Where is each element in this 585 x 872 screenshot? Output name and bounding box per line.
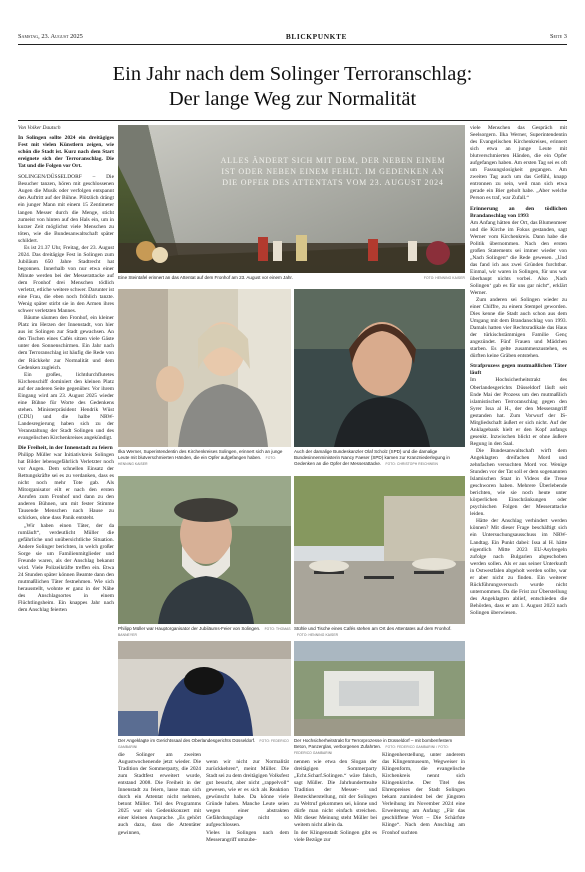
caption-text: Der Hochsicherheitstrakt für Terrorprozesse in Düsseldorf – mit bombenfestem Beton, Panzerglas, verborgenen Zufahrten.: [294, 738, 453, 749]
photo-credit: FOTO: FEDERICO GAMBARINI / FOTO: FEDERICO GAMBARINI: [294, 745, 449, 755]
byline: Von Volker Dautsch: [18, 125, 61, 131]
body-paragraph: „Wir haben einen Täter, der da rumläuft“, verdeutlicht Müller die gefährliche und unübersichtliche Situation. Andere Solinger berichten, in welch großer Sorge sie um Familienmitglieder und Freunde waren, als der Anschlag bekannt wird. Viele Polizeikräfte treffen ein. Etwa 24 Stunden später können Beamte dann den mutmaßlichen Täter festnehmen. Wie sich herausstellt, wohnte er ganz in der Nähe des Anschlagsortes in einem Flüchtlingsheim. Ein knappes Jahr nach dem Anschlag feierten: [18, 522, 114, 614]
photo-caption: [118, 626, 291, 638]
portrait-illustration: [118, 476, 291, 624]
body-paragraph: Philipp Müller war Initiativkreis Solingen hat Bilder lebensgefährlich Verletzter noch vor Augen. Dem schnellen Einsatz der Rettungskräfte sei es zu verdanken, dass es nicht noch mehr Tote gab. Als Mitorganisator eilt er nach den ersten Anrufen zum Fronhof und dann zu den anderen Bühnen, um mit fester Stimme Tausende Menschen nach Hause zu schicken, ohne dass Panik entsteht.: [18, 452, 114, 522]
subheading: Strafprozess gegen mutmaßlichen Täter läuft: [470, 363, 567, 377]
issue-date: Samstag, 23. August 2025: [18, 32, 83, 40]
body-paragraph: Die Bundesanwaltschaft wirft dem Angeklagten dreifachen Mord und zehnfachen versuchten Mord vor. Wenige Stunden vor der Tat soll er dem sogenannten Islamischen Staat in Videos die Treue geschworen haben. Mehrere Überlebende berichten, wie sie noch heute unter körperlichen Einschränkungen oder psychischen Folgen der Messerattacke leiden.: [470, 447, 567, 518]
body-paragraph: Hätte der Anschlag verhindert werden können? Mit dieser Frage beschäftigt sich ein Untersuchungsausschuss im NRW-Landtag. Ein Punkt dabei: Issa al H. hätte eigentlich Mitte 2023 EU-Asylregeln zufolge nach Bulgarien abgeschoben werden sollen. Als er aus seiner Unterkunft in Ostwestfalen abgeholt werden sollte, war er aber nicht zu finden. Ein weiterer Rückführungsversuch wurde nicht unternommen. Da die Frist zur Überstellung des Angeklagten ablief, entschieden die Behörden, dass er am 1. August 2023 nach Solingen überwiesen.: [470, 518, 567, 616]
headline: [18, 62, 567, 112]
photo-caption: [118, 449, 291, 467]
square-illustration: [294, 476, 465, 624]
photo-credit: FOTO: THOMAS BANNEYER: [118, 627, 291, 637]
article-column-3: [206, 752, 289, 844]
body-paragraph: wenn wir nicht zur Normalität zurückkehren“, meint Müller. Die Stadt sei zu dem dreitägigen Volksfest gut besucht, aber nicht „rappelvoll“ gewesen, wie er es sich als Reaktion gewünscht habe. Da könne viele Gründe haben. Manche Leute seien wegen einer abstrakten Gefährdungslage nicht so aufgeschlossen. Vieles in Solingen nach dem Messerangriff umzube-: [206, 759, 289, 843]
philipp-mueller-photo: [118, 476, 291, 624]
photo-credit: FOTO: HENNING KAISER: [423, 276, 465, 280]
body-paragraph: Es ist 21.37 Uhr, Freitag, der 23. August 2024. Das dreitägige Fest in Solingen zum Jubiläum 650 Jahre Stadtrecht hat begonnen. Innerhalb von nur etwa einer Minute werden bei der Messerattacke auf dem Fronhof drei Menschen tödlich verletzt, etliche weitere schwer. Darunter ist eine Frau, die eben noch fröhlich tanzte. Wenig später stirbt sie in den Armen ihres schwer verletzten Mannes.: [18, 244, 114, 315]
headline-line-1: Ein Jahr nach dem Solinger Terroranschlag:: [112, 63, 473, 85]
memorial-plaque-illustration: [118, 125, 465, 273]
body-paragraph: die Solinger am zweiten Augustwochenende jetzt wieder. Die Tradition der Sommerparty, die 2024 zum Stadtfest erweitert wurde, entstand 2008. Die Freiheit in der Innenstadt zu feiern, lasse man sich durch ein Attentat nicht nehmen, betont Müller. Teil des Programms 2025 war ein Gedenkkonzert mit einer kleinen Ansprache. „Es gehört auch dazu, dass die Attentäter gewinnen,: [118, 752, 201, 836]
fronhof-square-photo: [294, 476, 465, 624]
article-column-4: [294, 752, 377, 844]
headline-rule: [18, 120, 567, 121]
article-column-5: [470, 125, 567, 840]
photo-credit: FOTO: HENNING KAISER: [118, 456, 277, 466]
aerial-illustration: [294, 641, 465, 736]
caption-text: Eine Steintafel erinnert an das Attentat auf dem Fronhof am 23. August vor einem Jahr.: [118, 275, 293, 280]
subheading: Die Freiheit, in der Innenstadt zu feiern: [18, 445, 113, 452]
court-illustration: [118, 641, 291, 736]
body-paragraph: Zum anderen sei Solingen wieder zu einer Chiffre, zu einem Stempel geworden. Dies kenne die Stadt auch schon aus dem Umgang mit dem Brandanschlag von 1993. Damals hatten vier Rechtsradikale das Haus der türkischstämmigen Familie Genç angezündet. Fünf Frauen und Mädchen starben. Es gelte zusammenzustehen, es dürften keine Gräben entstehen.: [470, 297, 567, 360]
subheading: Erinnerung an den tödlichen Brandanschlag von 1993: [470, 205, 567, 219]
body-paragraph: viele Menschen das Gespräch mit Seelsorgern. Ilka Werner, Superintendentin des Evangelischen Kirchenkreises, erinnert sich etwa an junge Leute mit blutverschmierten Händen, die ein Opfer aufgefangen haben. Am ersten Tag sei es oft um Fassungslosigkeit gegangen. Am zweiten Tag auch um das Gefühl, knapp entronnen zu sein, weil man sich etwa gerade ein Bier geholt habe. „Aber welche Person es traf, war Zufall.“: [470, 125, 567, 202]
body-paragraph: Ein großes, lichtdurchflutetes Kirchenschiff dominiert den kleinen Platz auf der anderen Seite gegenüber. Vor ihrem Eingang wird am 23. August 2025 wieder eine Bühne für Worte des Gedenkens stehen. Ministerpräsident Hendrik Wüst (CDU) und die halbe NRW-Landesregierung haben sich zu der Veranstaltung der Stadt Solingen und des evangelischen Kirchenkreises angekündigt.: [18, 371, 114, 442]
ilka-werner-photo: [118, 289, 291, 447]
lead-paragraph: In Solingen sollte 2024 ein dreitägiges Fest mit vielen Künstlern zeigen, wie schön die Stadt ist. Kurz nach dem Start ereignete sich der Terroranschlag. Die Tat und die Folgen vor Ort.: [18, 135, 114, 170]
caption-text: Auch der damalige Bundeskanzler Olaf Scholz (SPD) und die damalige Bundesinnenministerin Nancy Faeser (SPD) kamen zur Kranzniederlegung in Gedenken an die Opfer der Messerattacke.: [294, 449, 450, 466]
body-paragraph: SOLINGEN/DÜSSELDORF – Die Besucher tanzen, hören mit geschlossenen Augen die Musik oder verfolgen entspannt den Auftritt auf der Bühne. Plötzlich drängt ein junger Mann mit einem 15 Zentimeter langen Messer durch die Menge, sticht zumeist von hinten auf den Hals ein, um in kurzer Zeit möglichst viele Menschen zu töten, wie die Bundesanwaltschaft später schildert.: [18, 174, 114, 244]
headline-line-2: Der lange Weg zur Normalität: [168, 88, 417, 110]
photo-caption: [294, 626, 465, 638]
courtroom-photo: [118, 641, 291, 736]
caption-text: Ilka Werner, Superintendentin des Kirchenkreises Solingen, erinnert sich an junge Leute mit blutverschmierten Händen, die ein Opfer aufgefangen haben.: [118, 449, 283, 460]
article-column-2: [118, 752, 201, 844]
body-paragraph: nennen wie etwa den Slogan der dreitägigen Sommerparty „Echt.Scharf.Solingen.“ wäre falsch, sagt Müller. Die Jahrhunderttealte Tradition der Messer- und Besteckherstellung, mit der Solingen zu Weltruf gekommen sei, könne und dürfe man nicht einfach streichen. Mit dieser Meinung steht Müller bei weitem nicht allein da. In der Klingenstadt Solingen gibt es viele Bezüge zur: [294, 759, 377, 843]
body-paragraph: Am Anfang hätten der Ort, das Blumenmeer und die Kirche im Fokus gestanden, sagt Werner vom Kirchenkreis. Dann habe die Politik übernommen. Nach den ersten großen Statements sei immer wieder von „Nach Solingen“ die Rede gewesen. „Und das fand ich aus zwei Gründen furchtbar. Einmal, wir waren in Solingen, für uns war überhaupt nichts vorbei. Also ‚Nach Solingen‘ gab es für uns gar nicht“, erklärt Werner.: [470, 219, 567, 296]
photo-caption: [118, 738, 291, 750]
caption-text: Stühle und Tische eines Cafés stehen am Ort des Attentates auf dem Fronhof.: [294, 626, 452, 631]
photo-credit: FOTO: FEDERICO GAMBARINI: [118, 739, 289, 749]
photo-caption: [118, 275, 465, 281]
high-security-court-photo: [294, 641, 465, 736]
portrait-illustration: [294, 289, 465, 447]
memorial-plaque-photo: [118, 125, 465, 273]
portrait-illustration: [118, 289, 291, 447]
body-paragraph: Im Hochsicherheitstrakt des Oberlandesgerichts Düsseldorf läuft seit Ende Mai der Prozess um den mutmaßlich islamistischen Terroranschlag gegen den Syrer Issa al H., der den Messerangriff gestanden hat. Zum Vorwurf der IS-Mitgliedschaft äußert er sich nicht. Auf der Anklagebank hielt er den Kopf anfangs gesenkt. Inzwischen blickt er ohne äußere Regung in den Saal.: [470, 377, 567, 447]
caption-text: Der Angeklagte im Gerichtssaal des Oberlandesgerichts Düsseldorf.: [118, 738, 256, 743]
page-number: Seite 3: [549, 32, 567, 40]
photo-credit: FOTO: HENNING KAISER: [297, 633, 339, 637]
nancy-faeser-photo: [294, 289, 465, 447]
body-paragraph: Bäume säumen den Fronhof, ein kleiner Platz im Herzen der Innenstadt, von hier aus ist Solingen zur Stadt gewachsen. An den Tischen eines Cafés sitzen viele Gäste unter den Sonnenschirmen. Ein Jahr nach dem Terroranschlag ist häufig die Rede von der Rückkehr zur Normalität und dem Gedenken zugleich.: [18, 315, 114, 371]
photo-caption: [294, 449, 465, 467]
header-rule: [18, 44, 567, 45]
caption-text: Philipp Müller war Hauptorganisator der Jubiläums-Feier von Solingen.: [118, 626, 261, 631]
page-header: [18, 30, 567, 42]
section-name: BLICKPUNKTE: [285, 31, 348, 41]
article-column-4b: [382, 752, 465, 844]
photo-credit: FOTO: CHRISTOPH REICHWEIN: [385, 462, 439, 466]
article-column-1: [18, 125, 114, 840]
body-paragraph: Klingenherstellung, unter anderem das Klingenmuseum, Wegweiser in Klingenform, die evangelische Kirchenkreis nennt sich Klingenkirche. Der Titel des Ehrenpreises der Stadt Solingen bekam zumindest bei der jüngsten Verleihung im November 2024 eine Erweiterung am Anfang: „Für das geschliffene Wort – Die Schärfste Klinge“. Nach dem Anschlag am Fronhof suchten: [382, 752, 465, 836]
plaque-inscription: ALLES ÄNDERT SICH MIT DEM, DER NEBEN EINEM IST ODER NEBEN EINEM FEHLT. IM GEDENKEN AN DIE OPFER DES ATTENTATS VOM 23. AUGUST 2024: [220, 156, 446, 187]
